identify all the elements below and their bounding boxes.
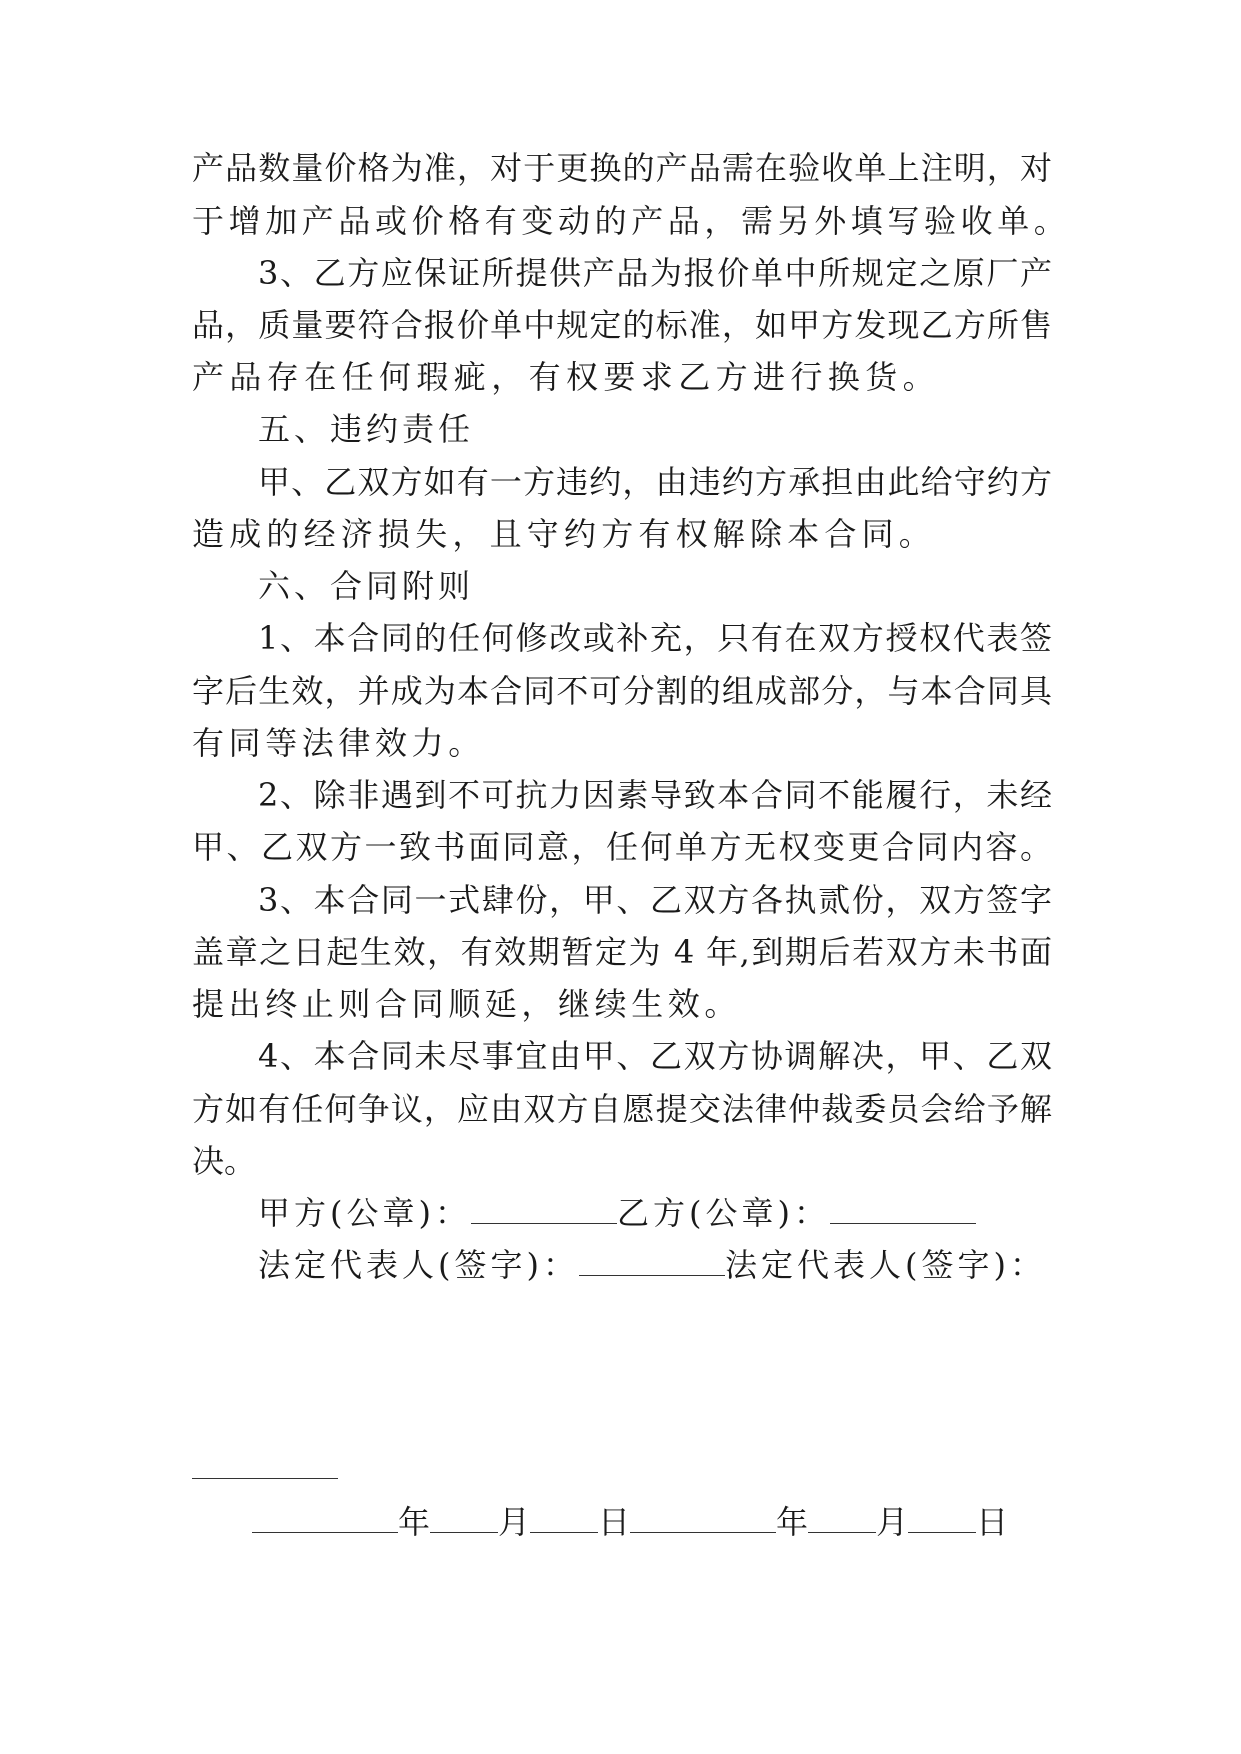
day-label: 日: [598, 1503, 631, 1541]
party-a-year-blank[interactable]: [252, 1502, 398, 1533]
year-label: 年: [398, 1503, 431, 1541]
signature-row-date: [252, 1502, 1008, 1542]
text-line: 盖章之日起生效，有效期暂定为 4 年,到期后若双方未书面: [192, 933, 1052, 971]
text-line: 品，质量要符合报价单中规定的标准，如甲方发现乙方所售: [192, 306, 1052, 344]
section-heading: 六、合同附则: [258, 567, 475, 605]
text-line: 2、除非遇到不可抗力因素导致本合同不能履行，未经: [258, 776, 1052, 814]
text-line: 4、本合同未尽事宜由甲、乙双方协调解决，甲、乙双: [258, 1037, 1052, 1075]
month-label: 月: [876, 1503, 909, 1541]
party-b-year-blank[interactable]: [630, 1502, 776, 1533]
text-line: 3、本合同一式肆份，甲、乙双方各执贰份，双方签字: [258, 881, 1052, 919]
text-line: 产品存在任何瑕疵，有权要求乙方进行换货。: [192, 358, 941, 396]
party-a-seal-label: 甲方(公章)：: [258, 1194, 471, 1232]
party-b-seal-blank[interactable]: [830, 1193, 976, 1224]
text-line: 决。: [192, 1142, 257, 1180]
party-a-rep-label: 法定代表人(签字)：: [258, 1246, 579, 1284]
party-a-day-blank[interactable]: [530, 1502, 598, 1533]
text-line: 有同等法律效力。: [192, 724, 485, 762]
text-line: 产品数量价格为准，对于更换的产品需在验收单上注明，对: [192, 149, 1052, 187]
section-heading: 五、违约责任: [258, 410, 475, 448]
text-line: 1、本合同的任何修改或补充，只有在双方授权代表签: [258, 619, 1052, 657]
party-b-seal-label: 乙方(公章)：: [616, 1194, 830, 1232]
signature-row-seal: [258, 1193, 976, 1233]
text-line: 提出终止则合同顺延，继续生效。: [192, 985, 742, 1023]
text-line: 方如有任何争议，应由双方自愿提交法律仲裁委员会给予解: [192, 1090, 1052, 1128]
party-a-seal-blank[interactable]: [471, 1193, 617, 1224]
text-line: 3、乙方应保证所提供产品为报价单中所规定之原厂产: [258, 254, 1052, 292]
party-b-rep-blank[interactable]: [192, 1478, 338, 1479]
text-line: 甲、乙双方一致书面同意，任何单方无权变更合同内容。: [192, 828, 1052, 866]
text-line: 甲、乙双方如有一方违约，由违约方承担由此给守约方: [258, 463, 1052, 501]
text-line: 字后生效，并成为本合同不可分割的组成部分，与本合同具: [192, 672, 1052, 710]
party-a-rep-blank[interactable]: [579, 1245, 725, 1276]
signature-row-rep: [258, 1245, 1046, 1285]
text-line: 造成的经济损失，且守约方有权解除本合同。: [192, 515, 937, 553]
month-label: 月: [498, 1503, 531, 1541]
year-label: 年: [776, 1503, 809, 1541]
day-label: 日: [976, 1503, 1009, 1541]
party-a-month-blank[interactable]: [430, 1502, 498, 1533]
party-b-rep-label: 法定代表人(签字)：: [724, 1246, 1046, 1284]
text-line: 于增加产品或价格有变动的产品，需另外填写验收单。: [192, 202, 1071, 240]
party-b-day-blank[interactable]: [908, 1502, 976, 1533]
party-b-month-blank[interactable]: [808, 1502, 876, 1533]
